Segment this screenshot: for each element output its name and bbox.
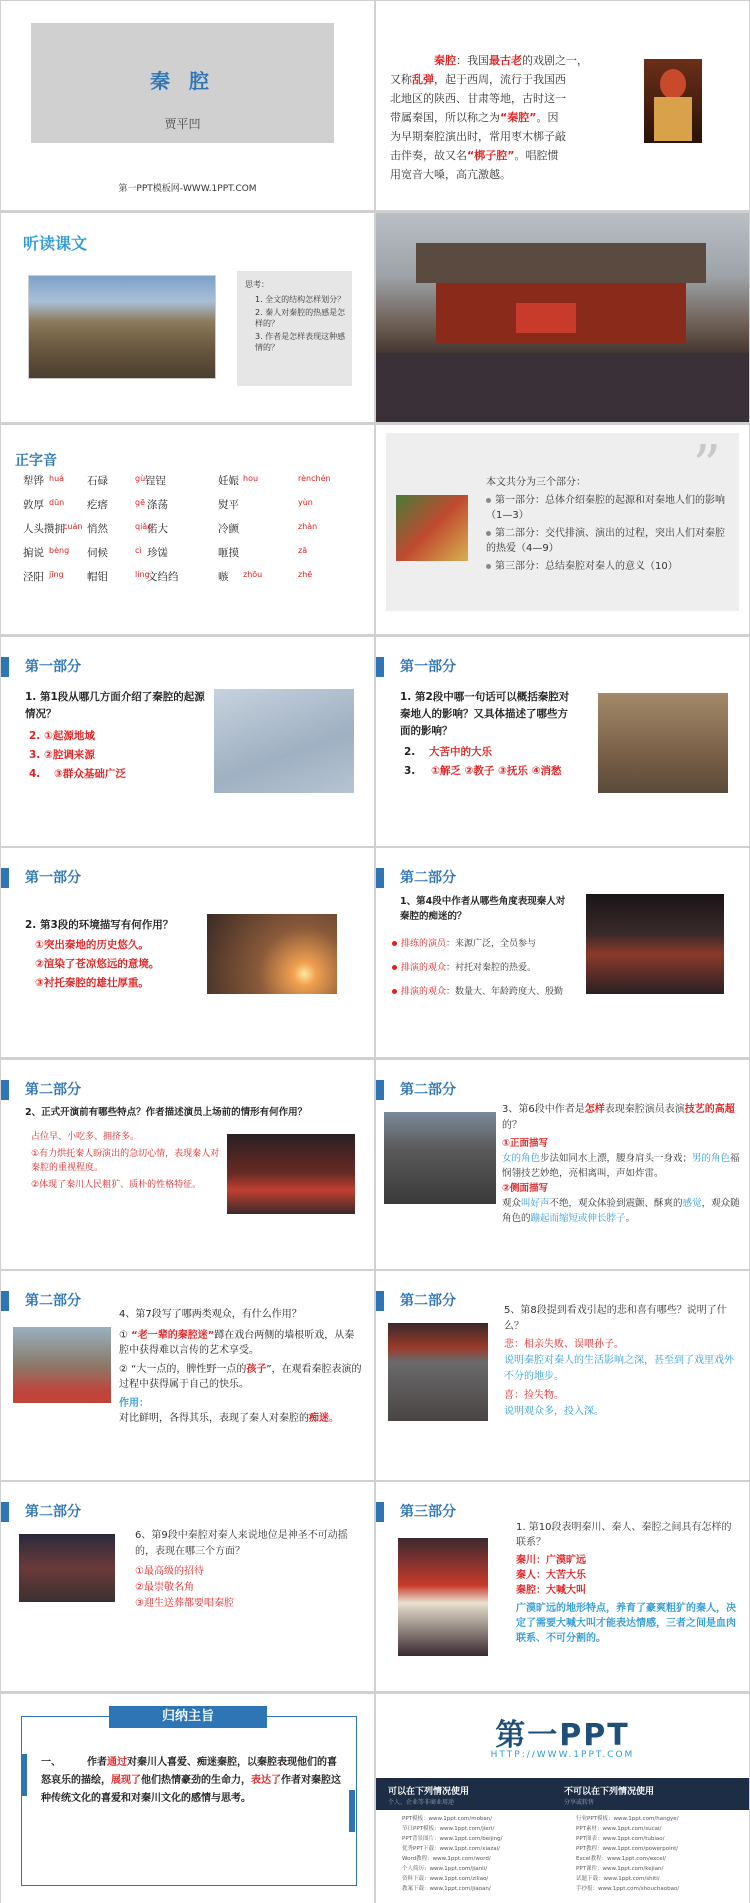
footer-link[interactable]: 教案下载：www.1ppt.com/jiaoan/ [402, 1886, 491, 1892]
footer-link[interactable]: PPT课件：www.1ppt.com/kejian/ [576, 1866, 664, 1872]
brand-logo: 第一PPT [495, 1718, 630, 1753]
question: 2. 第3段的环境描写有何作用？ [25, 919, 174, 931]
slide-structure [376, 425, 749, 634]
left-accent [21, 1754, 27, 1796]
author-text: 贾平凹 [164, 117, 201, 131]
section-header: 第二部分 [376, 1080, 576, 1100]
footer-link[interactable]: 优秀PPT下载：www.1ppt.com/xiazai/ [402, 1846, 501, 1852]
audience-image [227, 1134, 355, 1214]
section-header: 第二部分 [1, 1080, 201, 1100]
slide-ppt-brand [376, 1694, 749, 1903]
slide-pronunciation: 正字音 犁铧 huá 石碌 gù 锃锃 妊娠 hou rènchén 敦厚 dūn 疙瘩 gē 涤荡 熨平 yùn 人头攒拥 cuán 悄然 qiǎo 偌大 冷颤 zhàn 掮说 bèng 伺候 cì 珍馐 咂摸 zā 泾阳 jīng 帽钼 líng 文绉绉 嗾 zhōu zhē [1, 425, 374, 634]
q4-text: 4、第7段写了哪两类观众，有什么作用？ ① “老一辈的秦腔迷”蹲在戏台两侧的墙根听戏，从秦腔中获得难以言传的艺术享受。 ② “大一点的，脾性野一点的孩子”，在观看秦腔表演的过程中获得属于自己的快乐。 作用： 对比鲜明，各得其乐，表现了秦人对秦腔的痴迷。 [119, 1309, 362, 1424]
summary-title: 归纳主旨 [109, 1706, 267, 1728]
opera-actor-image [398, 1538, 488, 1656]
title-text: 秦 腔 [150, 69, 215, 93]
q5-text: 5、第8段提到看戏引起的悲和喜有哪些？说明了什么？ 悲：相亲失败、误喂孙子。 说明秦腔对秦人的生活影响之深，甚至到了戏里戏外不分的地步。 喜：捡失物。 说明观众多，投入深。 [504, 1305, 734, 1417]
slide-temple-photo [376, 213, 749, 422]
temple-crowd-image [376, 213, 749, 422]
clouds-image [214, 689, 354, 793]
right-accent [349, 1790, 355, 1832]
listen-title: 听读课文 [23, 234, 88, 253]
pron-title: 正字音 [15, 453, 57, 469]
footer-link[interactable]: Word教程：www.1ppt.com/word/ [402, 1856, 491, 1862]
footer-link[interactable]: PPT图表：www.1ppt.com/tubiao/ [576, 1836, 665, 1842]
footer-link[interactable]: 行业PPT模板：www.1ppt.com/hangye/ [576, 1816, 679, 1822]
cant-use-sub: 分享或转售 [564, 1799, 595, 1806]
answers: 2. ①起源地域 3. ②腔调来源 4. ③群众基础广泛 [29, 730, 126, 780]
links-left [402, 1814, 503, 1894]
footer-link[interactable]: 节日PPT模板：www.1ppt.com/jieri/ [402, 1826, 495, 1832]
slide-title [1, 1, 374, 210]
answers: 2. 大苦中的大乐 3. ①解乏 ②教子 ③抚乐 ④消愁 [404, 746, 562, 777]
section-header: 第二部分 [376, 868, 576, 888]
slide-part1-q2 [376, 637, 749, 846]
footer-link[interactable]: PPT素材：www.1ppt.com/sucai/ [576, 1826, 662, 1832]
question: 2、正式开演前有哪些特点？作者描述演员上场前的情形有何作用？ [25, 1107, 308, 1118]
footer-text: 第一PPT模板网-WWW.1PPT.COM [118, 184, 257, 194]
stage-night-image [586, 894, 724, 994]
sunset-image [207, 914, 337, 994]
links-panel [376, 1810, 749, 1903]
theater-crowd-image [388, 1323, 488, 1421]
footer-link[interactable]: PPT模板：www.1ppt.com/moban/ [402, 1816, 493, 1822]
section-header: 第一部分 [1, 657, 201, 677]
slide-part2-q1 [376, 848, 749, 1057]
summary-text: 一、 作者通过对秦川人喜爱、痴迷秦腔，以秦腔表现他们的喜怒哀乐的描绘，展现了他们热情豪劲的生命力，表达了作者对秦腔这种传统文化的喜爱和对秦川文化的感情与思考。 [41, 1757, 341, 1804]
opera-figures-image [396, 495, 468, 561]
slide-summary [1, 1694, 374, 1903]
performance-crowd-image [19, 1534, 115, 1602]
footer-link[interactable]: 试题下载：www.1ppt.com/shiti/ [576, 1876, 660, 1882]
intro-text: 秦腔：我国最古老的戏剧之一， 又称乱弹，起于西周，流行于我国西 北地区的陕西、甘肃等地，古时这一 带属秦国，所以称之为“秦腔”。因 为早期秦腔演出时，常用枣木梆子敲 击伴奏，故又名“梆子腔”。唱腔惯 用宽音大嗓，高亢激越。 [390, 54, 588, 181]
slide-part2-q3 [376, 1060, 749, 1269]
slide-part2-q6 [1, 1482, 374, 1691]
brand-url: HTTP://WWW.1PPT.COM [490, 1750, 635, 1760]
footer-link[interactable]: 资料下载：www.1ppt.com/ziliao/ [402, 1876, 489, 1882]
q3-text: 3、第6段中作者是怎样表现秦腔演员表演技艺的高超的？ [502, 1104, 735, 1131]
part3-text: 1. 第10段表明秦川、秦人、秦腔之间具有怎样的联系？ 秦川：广漠旷远 秦人：大苦大乐 秦腔：大喊大叫 广漠旷远的地形特点，养育了豪爽粗犷的秦人，决定了需要大喊大叫才能表达情感，三者之间是血肉联系、不可分割的。 [516, 1522, 736, 1644]
slide-intro [376, 1, 749, 210]
section-header: 第三部分 [376, 1502, 576, 1522]
section-header: 第二部分 [376, 1291, 576, 1311]
quote-icon: ” [692, 434, 721, 499]
village-image [598, 693, 728, 793]
think-box: 思考： 1. 全文的结构怎样划分？ 2. 秦人对秦腔的热感是怎样的？ 3. 作者是怎样表现这种感情的？ [237, 271, 352, 386]
cant-use-title: 不可以在下列情况使用 [564, 1787, 655, 1797]
structure-box [386, 433, 739, 611]
title-box [31, 23, 334, 143]
footer-link[interactable]: PPT教程：www.1ppt.com/powerpoint/ [576, 1846, 679, 1852]
answers: 占位早、小吃多、拥挤多。 ①有力烘托秦人盼演出的急切心情，表现秦人对秦腔的重视程度。 ②体现了秦川人民粗犷、质朴的性格特征。 [31, 1132, 220, 1190]
footer-link[interactable]: 个人简历：www.1ppt.com/jianli/ [402, 1866, 488, 1872]
footer-link[interactable]: PPT背景图片：www.1ppt.com/beijing/ [402, 1836, 503, 1842]
can-use-sub: 个人、企业等非商业用途 [388, 1799, 455, 1806]
slide-part2-q4 [1, 1271, 374, 1480]
slide-part1-q1 [1, 637, 374, 846]
opera-performer-image [644, 59, 702, 143]
slide-part2-q5 [376, 1271, 749, 1480]
can-use-title: 可以在下列情况使用 [388, 1787, 470, 1797]
question: 1、第4段中作者从哪些角度表现秦人对秦腔的痴迷的？ [400, 896, 566, 922]
section-header: 第一部分 [1, 868, 201, 888]
village-audience-image [13, 1327, 111, 1403]
footer-link[interactable]: 手抄报：www.1ppt.com/shouchaobao/ [576, 1886, 680, 1892]
footer-link[interactable]: Excel教程：www.1ppt.com/excel/ [576, 1856, 667, 1862]
section-header: 第二部分 [1, 1291, 201, 1311]
slide-part2-q2 [1, 1060, 374, 1269]
slide-listen [1, 213, 374, 422]
structure-text: 本文共分为三个部分： 第一部分：总体介绍秦腔的起源和对秦地人们的影响（1—3） 第二部分：交代排演、演出的过程，突出人们对秦腔的热爱（4—9） 第三部分：总结秦腔对秦人的意义（10） [486, 477, 725, 572]
crowd-image [384, 1112, 496, 1204]
question: 1. 第1段从哪几方面介绍了秦腔的起源情况？ [25, 691, 205, 720]
section-header: 第一部分 [376, 657, 576, 677]
answers: ①突出秦地的历史悠久。 ②渲染了苍凉悠远的意境。 ③衬托秦腔的雄壮厚重。 [35, 939, 160, 989]
question: 1. 第2段中哪一句话可以概括秦腔对秦地人的影响？又具体描述了哪些方面的影响？ [400, 691, 570, 737]
q6-text: 6、第9段中秦腔对秦人来说地位是神圣不可动摇的，表现在哪三个方面？ ①最高级的招待 ②最崇敬名角 ③迎生送葬都要唱秦腔 [135, 1530, 348, 1609]
section-header: 第二部分 [1, 1502, 201, 1522]
links-right [576, 1814, 679, 1894]
slide-part1-q3 [1, 848, 374, 1057]
loess-plateau-image [28, 275, 216, 379]
slide-part3 [376, 1482, 749, 1691]
bullets: 排练的演员：来源广泛，全员参与 排演的观众：衬托对秦腔的热爱。 排演的观众：数量大、年龄跨度大、殷勤 [392, 932, 582, 1004]
q3-answers: ①正面描写 女的角色步法如同水上漂，腰身肩头一身戏；男的角色福悯翎技艺妙绝，亮相离叫，声如炸雷。 ②侧面描写 观众叫好声不绝，观众体验到震颤、酥爽的感觉，观众随角色的蹦起而缩短或伸长脖子。 [502, 1138, 740, 1224]
